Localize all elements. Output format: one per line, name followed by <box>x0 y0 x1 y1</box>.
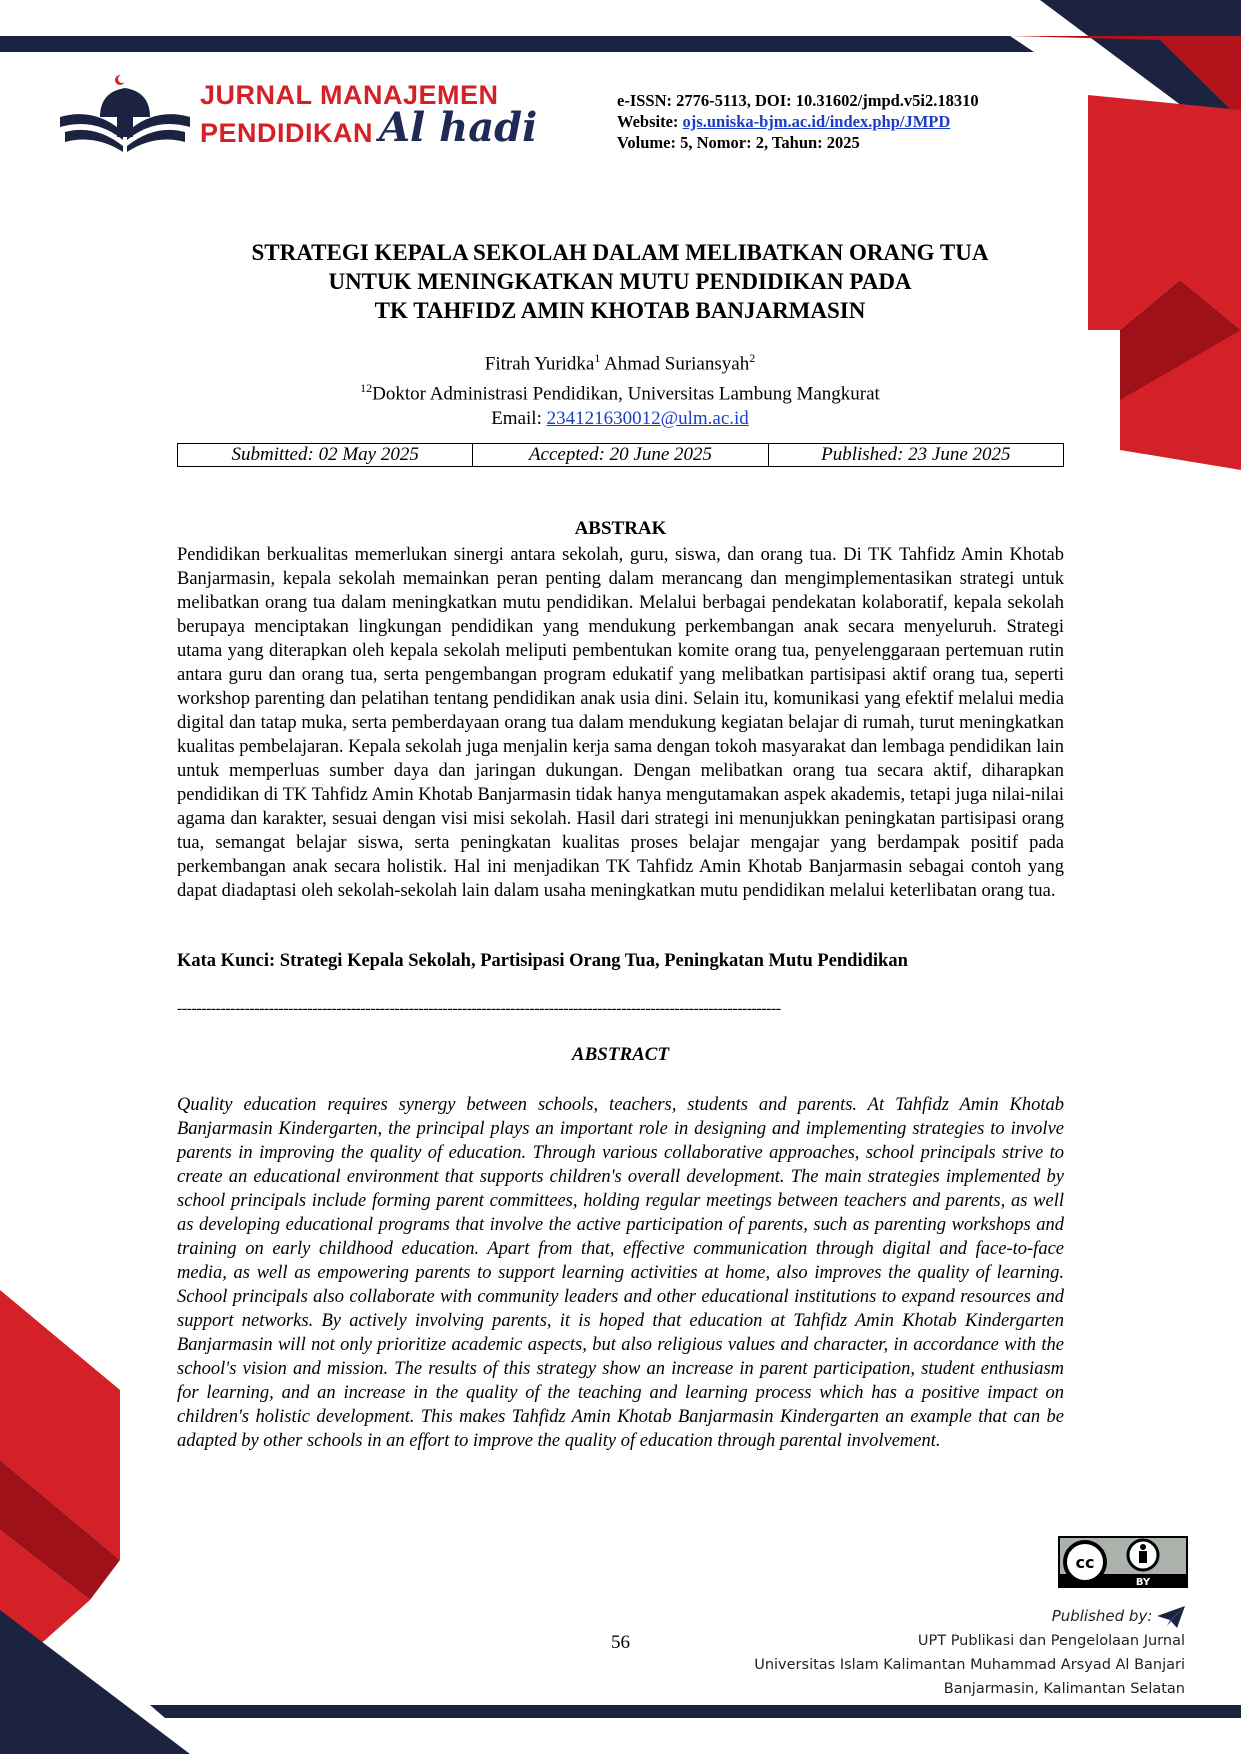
journal-metadata <box>617 90 979 153</box>
abstrak-heading: ABSTRAK <box>574 518 667 539</box>
website-line <box>617 111 979 132</box>
separator: ----------------------------------------------------------------------------------------------------------------------------- <box>177 1000 781 1017</box>
published-by-line <box>754 1604 1185 1629</box>
journal-logo <box>55 72 538 162</box>
abstract-text: Quality education requires synergy between schools, teachers, students and parents. At Tahfidz Amin Khotab Banjarmasin Kindergarten, the principal plays an important role in designing and implementing strategies to involve parents in improving the quality of education. Through various collaborative approaches, school principals strive to create an educational environment that supports children's overall development. The main strategies implemented by school principals include forming parent committees, holding regular meetings between teachers and parents, as well as developing educational programs that involve the active participation of parents, such as parenting workshops and training on early childhood education. Apart from that, effective communication through digital and face-to-face media, as well as empowering parents to support learning activities at home, also improves the quality of learning. School principals also collaborate with community leaders and other educational institutions to expand resources and support networks. By actively involving parents, it is hoped that education at Tahfidz Amin Khotab Kindergarten Banjarmasin will not only prioritize academic aspects, but also religious values and character, in accordance with the school's vision and mission. The results of this strategy show an increase in parent participation, student enthusiasm for learning, and an increase in the quality of the teaching and learning process which has a positive impact on children's holistic development. This makes Tahfidz Amin Khotab Banjarmasin Kindergarten an example that can be adapted by other schools in an effort to improve the quality of education through parental involvement. <box>177 1095 1064 1451</box>
website-link[interactable]: ojs.uniska-bjm.ac.id/index.php/JMPD <box>682 112 951 131</box>
title-line: UNTUK MENINGKATKAN MUTU PENDIDIKAN PADA <box>328 269 912 294</box>
author-2: Ahmad Suriansyah <box>600 353 750 375</box>
published-date: Published: 23 June 2025 <box>768 444 1063 467</box>
dates-table <box>177 443 1064 467</box>
authors-block <box>140 346 1100 431</box>
cc-by-icon <box>1058 1536 1188 1588</box>
author-names: Fitrah Yuridka$^1$ Ahmad Suriansyah$^2$ <box>484 351 756 375</box>
title-line: TK TAHFIDZ AMIN KHOTAB BANJARMASIN <box>374 298 866 323</box>
publisher-line1: UPT Publikasi dan Pengelolaan Jurnal <box>917 1633 1185 1649</box>
affiliation: $^{12}$Doktor Administrasi Pendidikan, Universitas Lambung Mangkurat <box>360 381 880 405</box>
page-number: 56 <box>611 1632 630 1653</box>
submitted-date: Submitted: 02 May 2025 <box>178 444 473 467</box>
keywords: Kata Kunci: Strategi Kepala Sekolah, Partisipasi Orang Tua, Peningkatan Mutu Pendidikan <box>177 951 908 971</box>
journal-name-script: Al hadi <box>379 104 538 151</box>
accepted-date: Accepted: 20 June 2025 <box>473 444 768 467</box>
publisher-line3: Banjarmasin, Kalimantan Selatan <box>943 1681 1185 1697</box>
journal-name-line1: JURNAL MANAJEMEN <box>200 80 499 110</box>
email-link[interactable]: 234121630012@ulm.ac.id <box>546 407 749 429</box>
published-by-label: Published by: <box>1051 1607 1153 1625</box>
author-1: Fitrah Yuridka <box>484 353 595 375</box>
cc-by-license-badge[interactable] <box>1058 1536 1188 1588</box>
by-text: BY <box>1135 1577 1151 1588</box>
volume-line: Volume: 5, Nomor: 2, Tahun: 2025 <box>617 133 860 152</box>
title-line: STRATEGI KEPALA SEKOLAH DALAM MELIBATKAN ORANG TUA <box>251 240 989 265</box>
cc-text: cc <box>1075 1553 1095 1572</box>
abstract-heading: ABSTRACT <box>571 1044 670 1065</box>
publisher-line2: Universitas Islam Kalimantan Muhammad Arsyad Al Banjari <box>754 1657 1185 1673</box>
journal-name-line2: PENDIDIKAN <box>200 118 374 148</box>
open-book-mosque-icon <box>55 72 195 162</box>
publisher-block <box>754 1604 1185 1701</box>
website-label: Website: <box>617 112 683 131</box>
abstrak-text: Pendidikan berkualitas memerlukan sinergi antara sekolah, guru, siswa, dan orang tua. Di TK Tahfidz Amin Khotab Banjarmasin, kepala sekolah memainkan peran penting dalam merancang dan mengimplementasikan strategi untuk melibatkan orang tua dalam meningkatkan mutu pendidikan. Melalui berbagai pendekatan kolaboratif, kepala sekolah berupaya menciptakan lingkungan pendidikan yang mendukung perkembangan anak secara menyeluruh. Strategi utama yang diterapkan oleh kepala sekolah meliputi pembentukan komite orang tua, penyelenggaraan pertemuan rutin antara guru dan orang tua, serta pengembangan program edukatif yang melibatkan partisipasi aktif orang tua, seperti workshop parenting dan pelatihan tentang pendidikan anak usia dini. Selain itu, komunikasi yang efektif melalui media digital dan tatap muka, serta pemberdayaan orang tua dalam mendukung kegiatan belajar di rumah, turut meningkatkan kualitas pembelajaran. Kepala sekolah juga menjalin kerja sama dengan tokoh masyarakat dan lembaga pendidikan lain untuk memperluas sumber daya dan jaringan dukungan. Dengan melibatkan orang tua secara aktif, diharapkan pendidikan di TK Tahfidz Amin Khotab Banjarmasin tidak hanya mengutamakan aspek akademis, tetapi juga nilai-nilai agama dan karakter, sesuai dengan visi misi sekolah. Hasil dari strategi ini menunjukkan peningkatan partisipasi orang tua, semangat belajar siswa, serta peningkatan kualitas proses belajar mengajar yang berdampak positif pada perkembangan anak secara holistik. Hal ini menjadikan TK Tahfidz Amin Khotab Banjarmasin sebagai contoh yang dapat diadaptasi oleh sekolah-sekolah lain dalam usaha meningkatkan mutu pendidikan melalui keterlibatan orang tua. <box>177 545 1064 901</box>
paper-plane-icon <box>1157 1606 1185 1628</box>
issn-doi: e-ISSN: 2776-5113, DOI: 10.31602/jmpd.v5i2.18310 <box>617 91 979 110</box>
paper-title <box>140 238 1100 325</box>
email-line: Email: 234121630012@ulm.ac.id <box>491 407 749 429</box>
